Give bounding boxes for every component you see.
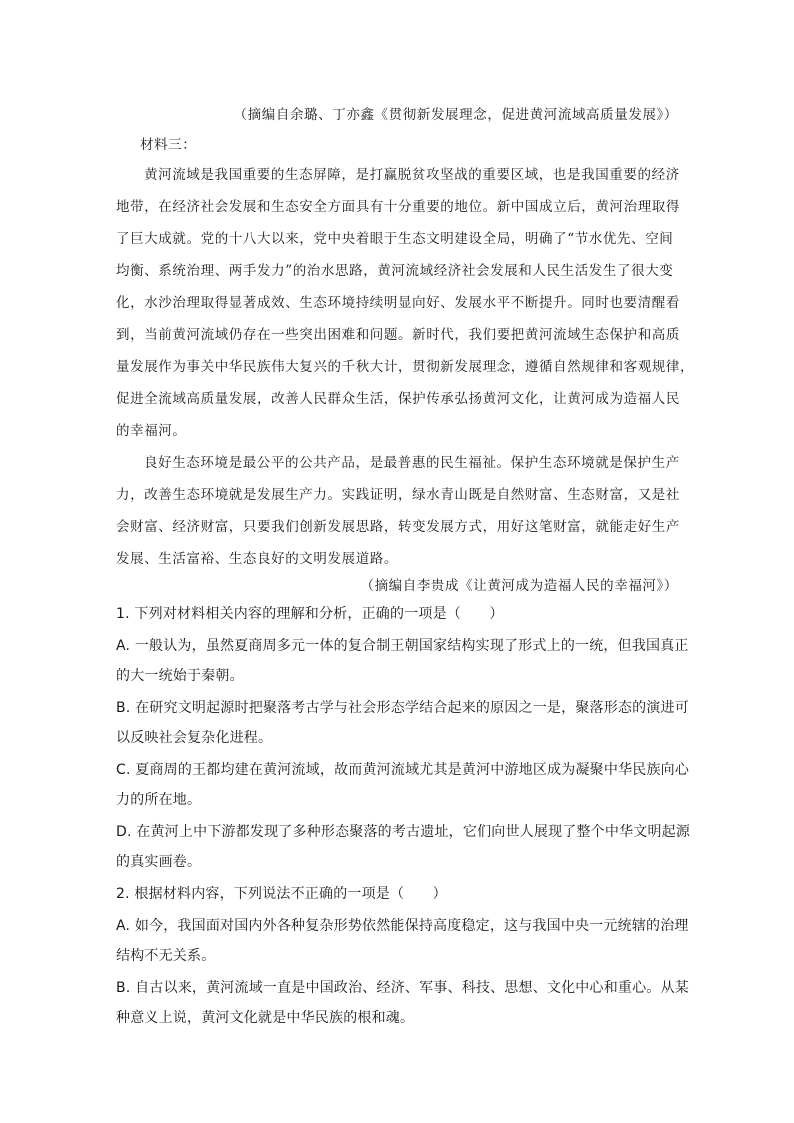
citation-bottom: （摘编自李贵成《让黄河成为造福人民的幸福河》） [360, 578, 678, 594]
paragraph-line: 均衡、系统治理、两手发力”的治水思路，黄河流域经济社会发展和人民生活发生了很大变 [116, 263, 674, 279]
paragraph-line: 地带，在经济社会发展和生态安全方面具有十分重要的地位。新中国成立后，黄河治理取得 [116, 199, 680, 215]
question-stem: 2. 根据材料内容，下列说法不正确的一项是（ ） [116, 886, 447, 902]
paragraph-line: 到，当前黄河流域仍存在一些突出困难和问题。新时代，我们要把黄河流域生态保护和高质 [116, 327, 680, 343]
material-heading: 材料三： [140, 137, 197, 153]
paragraph-line: 良好生态环境是最公平的公共产品，是最普惠的民生福祉。保护生态环境就是保护生产 [144, 455, 680, 471]
question-stem: 1. 下列对材料相关内容的理解和分析，正确的一项是（ ） [116, 606, 504, 622]
option-c: C. 夏商周的王都均建在黄河流域，故而黄河流域尤其是黄河中游地区成为凝聚中华民族向心 [116, 762, 690, 778]
paragraph-line: 促进全流域高质量发展，改善人民群众生活，保护传承弘扬黄河文化，让黄河成为造福人民 [116, 391, 680, 407]
option-b: B. 自古以来，黄河流域一直是中国政治、经济、军事、科技、思想、文化中心和重心。从某 [116, 980, 689, 996]
option-a: A. 一般认为，虽然夏商周多元一体的复合制王朝国家结构实现了形式上的一统，但我国真正 [116, 638, 689, 654]
paragraph-line: 黄河流域是我国重要的生态屏障，是打赢脱贫攻坚战的重要区域，也是我国重要的经济 [144, 167, 680, 183]
paragraph-line: 发展、生活富裕、生态良好的文明发展道路。 [116, 551, 398, 567]
paragraph-line: 会财富、经济财富，只要我们创新发展思路，转变发展方式，用好这笔财富，就能走好生产 [116, 519, 680, 535]
option-d-continued: 的真实画卷。 [116, 854, 202, 870]
option-b: B. 在研究文明起源时把聚落考古学与社会形态学结合起来的原因之一是，聚落形态的演进可 [116, 700, 689, 716]
paragraph-line: 化，水沙治理取得显著成效、生态环境持续明显向好、发展水平不断提升。同时也要清醒看 [116, 295, 680, 311]
paragraph-line: 了巨大成就。党的十八大以来，党中央着眼于生态文明建设全局，明确了“节水优先、空间 [116, 231, 674, 247]
option-c-continued: 力的所在地。 [116, 792, 202, 808]
option-b-continued: 以反映社会复杂化进程。 [116, 730, 273, 746]
paragraph-line: 力，改善生态环境就是发展生产力。实践证明，绿水青山既是自然财富、生态财富，又是社 [116, 487, 680, 503]
option-a-continued: 的大一统始于秦朝。 [116, 668, 244, 684]
paragraph-line: 的幸福河。 [116, 423, 187, 439]
option-d: D. 在黄河上中下游都发现了多种形态聚落的考古遗址，它们向世人展现了整个中华文明起源 [116, 824, 691, 840]
option-a: A. 如今，我国面对国内外各种复杂形势依然能保持高度稳定，这与我国中央一元统辖的治理 [116, 918, 689, 934]
option-b-continued: 种意义上说，黄河文化就是中华民族的根和魂。 [116, 1010, 415, 1026]
paragraph-line: 量发展作为事关中华民族伟大复兴的千秋大计，贯彻新发展理念，遵循自然规律和客观规律， [116, 359, 695, 375]
citation-top: （摘编自余璐、丁亦鑫《贯彻新发展理念，促进黄河流域高质量发展》） [233, 107, 678, 123]
option-a-continued: 结构不无关系。 [116, 948, 216, 964]
